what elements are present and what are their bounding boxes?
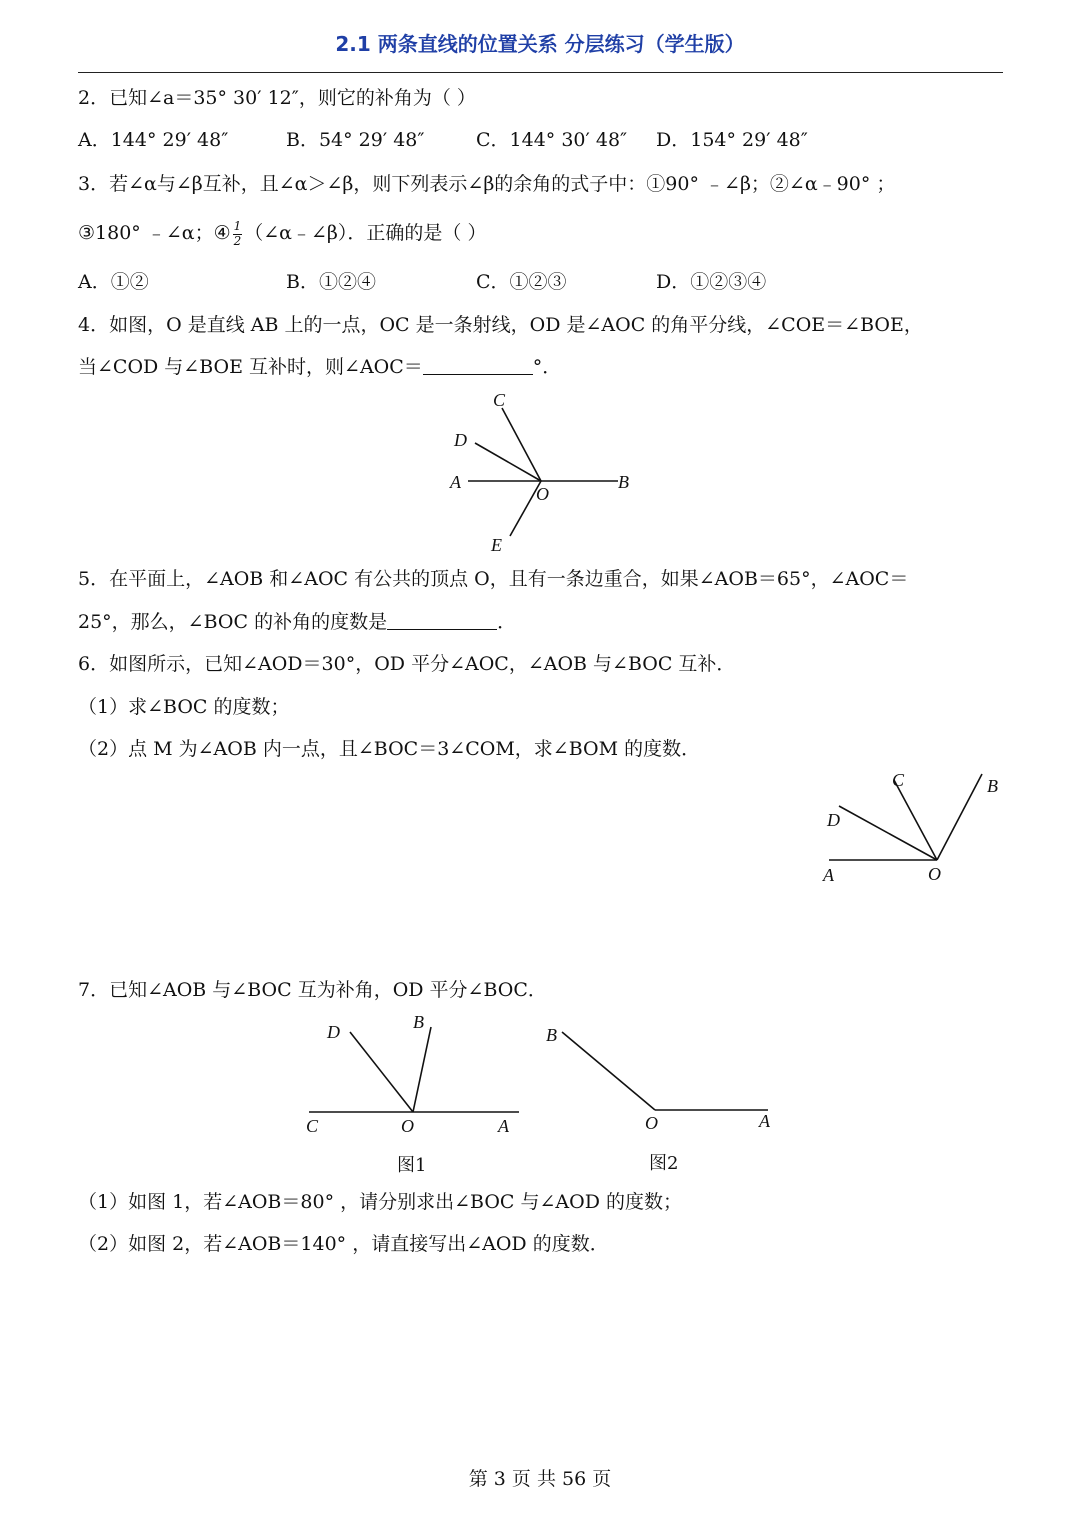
q7-sub2: （2）如图 2，若∠AOB＝140° ，请直接写出∠AOD 的度数． bbox=[78, 1233, 609, 1255]
q6-sub1: （1）求∠BOC 的度数； bbox=[78, 696, 290, 718]
q2-option-a: A．144° 29′ 48″ bbox=[78, 129, 229, 151]
q6-sub2: （2）点 M 为∠AOB 内一点，且∠BOC＝3∠COM，求∠BOM 的度数． bbox=[78, 738, 701, 760]
q5-answer-blank bbox=[387, 613, 497, 630]
q7-stem: 7．已知∠AOB 与∠BOC 互为补角，OD 平分∠BOC． bbox=[78, 979, 547, 1001]
label-b: B bbox=[618, 472, 629, 492]
label-b: B bbox=[413, 1012, 424, 1032]
label-a: A bbox=[450, 472, 461, 492]
header-rule bbox=[78, 72, 1003, 73]
q4-line2-pre: 当∠COD 与∠BOE 互补时，则∠AOC＝ bbox=[78, 356, 423, 378]
q2-options bbox=[78, 131, 808, 150]
label-c: C bbox=[306, 1116, 319, 1136]
q2-option-d: D．154° 29′ 48″ bbox=[656, 129, 808, 151]
label-c: C bbox=[892, 770, 905, 790]
label-a: A bbox=[823, 865, 834, 885]
q5-line1: 5．在平面上，∠AOB 和∠AOC 有公共的顶点 O，且有一条边重合，如果∠AOB＝65°，∠AOC＝ bbox=[78, 568, 909, 590]
q3-fraction bbox=[233, 220, 243, 247]
q2-option-b: B．54° 29′ 48″ bbox=[286, 129, 425, 151]
q3-option-c: C．①②③ bbox=[476, 271, 567, 293]
page-header-title: 2.1 两条直线的位置关系 分层练习（学生版） bbox=[335, 32, 745, 56]
label-a: A bbox=[498, 1116, 509, 1136]
page-footer: 第 3 页 共 56 页 bbox=[468, 1468, 612, 1490]
q3-line2-post: （∠α﹣∠β）．正确的是（ ） bbox=[244, 222, 487, 244]
label-d: D bbox=[454, 430, 467, 450]
label-o: O bbox=[536, 484, 549, 504]
q4-answer-blank bbox=[423, 358, 533, 375]
ray-ob bbox=[413, 1027, 431, 1112]
q5-line2-pre: 25°，那么，∠BOC 的补角的度数是 bbox=[78, 611, 388, 633]
q3-line1: 3．若∠α与∠β互补，且∠α＞∠β，则下列表示∠β的余角的式子中：①90° ﹣∠β；②∠α﹣90° ； bbox=[78, 173, 896, 195]
q2-stem: 2．已知∠a＝35° 30′ 12″，则它的补角为（ ） bbox=[78, 87, 476, 109]
q3-line2-pre: ③180° ﹣∠α；④ bbox=[78, 222, 231, 244]
q4-line2-post: °． bbox=[532, 356, 562, 378]
figure-1-caption: 图1 bbox=[397, 1155, 427, 1176]
fraction-numerator: 1 bbox=[233, 219, 242, 234]
label-o: O bbox=[928, 864, 941, 884]
label-e: E bbox=[491, 535, 502, 555]
q3-options bbox=[78, 273, 766, 292]
q4-line1: 4．如图，O 是直线 AB 上的一点，OC 是一条射线，OD 是∠AOC 的角平分线，∠COE＝∠BOE， bbox=[78, 314, 923, 336]
ray-ob bbox=[937, 774, 982, 860]
q6-stem: 6．如图所示，已知∠AOD＝30°，OD 平分∠AOC，∠AOB 与∠BOC 互补． bbox=[78, 653, 736, 675]
q2-option-c: C．144° 30′ 48″ bbox=[476, 129, 628, 151]
figure-2-caption: 图2 bbox=[649, 1153, 679, 1174]
label-o: O bbox=[401, 1116, 414, 1136]
q4-figure bbox=[440, 388, 640, 560]
label-d: D bbox=[327, 1022, 340, 1042]
q3-option-d: D．①②③④ bbox=[656, 271, 767, 293]
q3-line2 bbox=[78, 218, 486, 248]
label-b: B bbox=[987, 776, 998, 796]
label-b: B bbox=[546, 1025, 557, 1045]
q6-figure bbox=[815, 768, 1015, 888]
q5-line2-post: ． bbox=[497, 611, 517, 633]
label-o: O bbox=[645, 1113, 658, 1133]
q7-figure-1 bbox=[295, 1005, 530, 1180]
ray-od bbox=[350, 1032, 413, 1112]
q7-figure-2 bbox=[535, 1005, 780, 1180]
q7-sub1: （1）如图 1，若∠AOB＝80° ，请分别求出∠BOC 与∠AOD 的度数； bbox=[78, 1191, 682, 1213]
fraction-denominator: 2 bbox=[233, 233, 242, 248]
q3-option-b: B．①②④ bbox=[286, 271, 376, 293]
label-c: C bbox=[493, 390, 506, 410]
ray-ob bbox=[562, 1032, 655, 1110]
label-a: A bbox=[759, 1111, 770, 1131]
q4-line2 bbox=[78, 358, 561, 377]
q3-option-a: A．①② bbox=[78, 271, 149, 293]
q5-line2 bbox=[78, 613, 516, 632]
label-d: D bbox=[827, 810, 840, 830]
